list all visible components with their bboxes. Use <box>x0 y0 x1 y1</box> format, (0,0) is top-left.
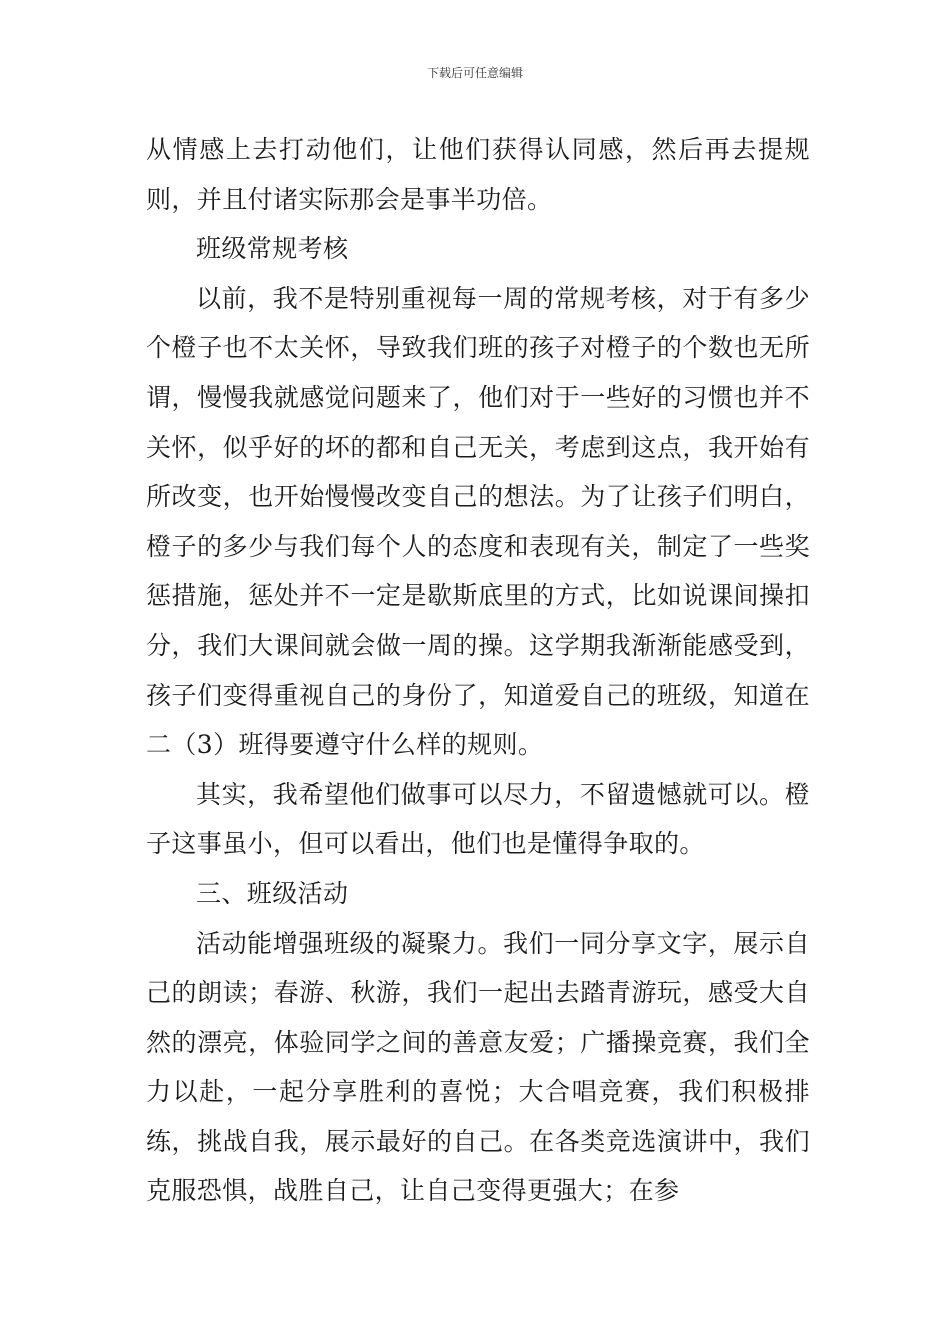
paragraph-class-activities: 活动能增强班级的凝聚力。我们一同分享文字，展示自己的朗读；春游、秋游，我们一起出去踏青游玩，感受大自然的漂亮，体验同学之间的善意友爱；广播操竞赛，我们全力以赴，一起分享胜利的喜悦；大合唱竞赛，我们积极排练，挑战自我，展示最好的自己。在各类竞选演讲中，我们克服恐惧，战胜自己，让自己变得更强大；在参 <box>146 928 810 1206</box>
document-body <box>146 125 810 1216</box>
paragraph-reflection: 其实，我希望他们做事可以尽力，不留遗憾就可以。橙子这事虽小，但可以看出，他们也是懂得争取的。 <box>146 779 810 859</box>
section-heading-class-activities: 三、班级活动 <box>196 878 349 908</box>
section-heading-routine-assessment: 班级常规考核 <box>196 234 349 264</box>
paragraph-continuation: 从情感上去打动他们，让他们获得认同感，然后再去提规则，并且付诸实际那会是事半功倍。 <box>146 135 810 214</box>
page-header: 下载后可任意编辑 <box>426 66 523 80</box>
paragraph-routine-assessment: 以前，我不是特别重视每一周的常规考核，对于有多少个橙子也不太关怀，导致我们班的孩子对橙子的个数也无所谓，慢慢我就感觉问题来了，他们对于一些好的习惯也并不关怀，似乎好的坏的都和自己无关，考虑到这点，我开始有所改变，也开始慢慢改变自己的想法。为了让孩子们明白，橙子的多少与我们每个人的态度和表现有关，制定了一些奖惩措施，惩处并不一定是歇斯底里的方式，比如说课间操扣分，我们大课间就会做一周的操。这学期我渐渐能感受到，孩子们变得重视自己的身份了，知道爱自己的班级，知道在二（3）班得要遵守什么样的规则。 <box>146 283 810 760</box>
